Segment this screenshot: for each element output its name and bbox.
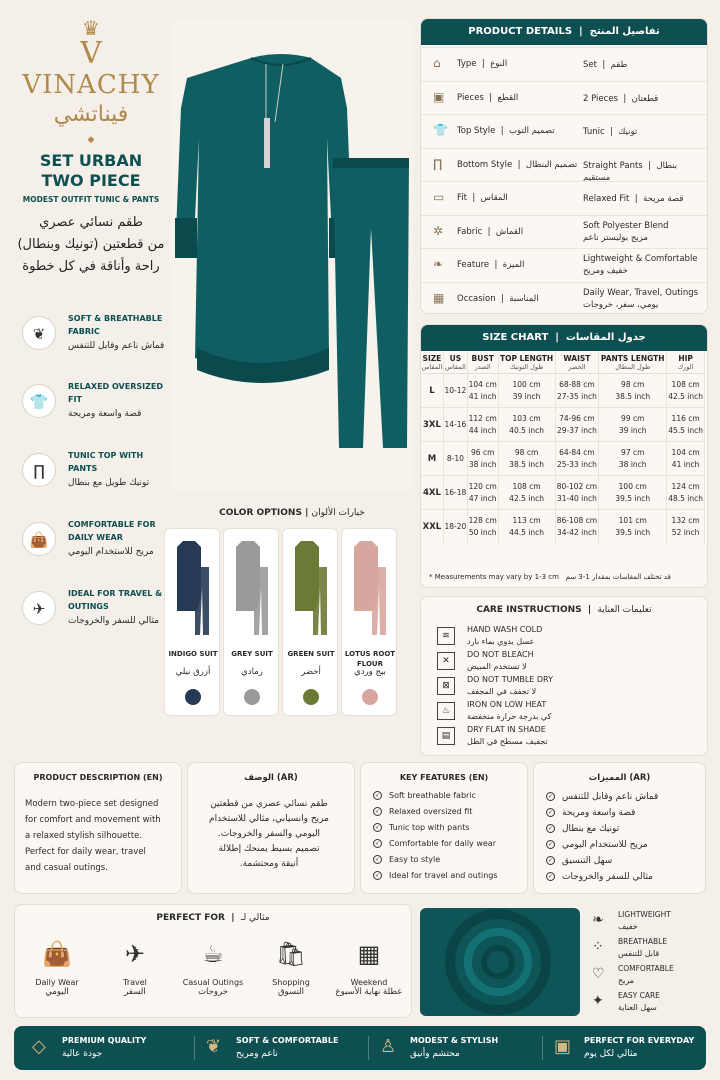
description-line: for comfort and movement with [25,815,161,825]
plane-icon: ✈ [124,940,146,968]
footer-divider [542,1036,543,1060]
color-swatch[interactable] [244,689,260,705]
leaf-icon: ❦ [206,1036,222,1057]
product-title-2: TWO PIECE [41,171,141,190]
size-col-header: SIZE المقاس [421,351,443,374]
footer-divider [368,1036,369,1060]
ruler-icon: ▭ [433,190,445,204]
pants-icon: ∏ [22,453,56,487]
key-features-ar-header: المميزات (AR) [588,773,651,783]
size-cell: 4XL [421,476,443,510]
feature-item [22,449,172,513]
color-swatch[interactable] [362,689,378,705]
footer-label-ar: جودة عالية [62,1049,103,1059]
footer-item [32,1032,182,1064]
key-feature-item: ✓ Soft breathable fabric [374,791,476,800]
check-icon: ✓ [374,856,381,863]
detail-value: Relaxed Fit | قصة مريحة [583,194,684,204]
description-ar-header: الوصف (AR) [244,773,298,783]
key-feature-item: ✓ Tunic top with pants [374,823,470,832]
brand-initial: V [80,36,102,71]
size-cell: 68-88 cm 27-35 inch [555,374,599,408]
care-label: IRON ON LOW HEAT [467,700,547,709]
product-title-ar-3: راحة وأناقة في كل خطوة [22,259,160,274]
key-features-en-header: KEY FEATURES (EN) [399,773,489,782]
size-row [421,476,705,510]
detail-label: Fabric | القماش [457,226,524,237]
color-name: LOTUS ROOT FLOUR [344,650,396,668]
perfect-for-item [334,940,404,997]
color-option[interactable] [164,528,220,716]
fabric-property-label: EASY CARE [618,991,660,1000]
description-en-card [14,762,182,894]
key-features-ar-card [533,762,706,894]
size-cell: 100 cm 39.5 inch [599,476,667,510]
size-cell: 86-108 cm 34-42 inch [555,510,599,544]
perfect-for-label-ar: عطلة نهاية الأسبوع [335,987,403,997]
product-details-header: PRODUCT DETAILS | تفاصيل المنتج [421,19,707,45]
crown-icon: ♛ [82,16,100,40]
footer-item [554,1032,704,1064]
dress-icon: ♙ [380,1036,397,1057]
size-cell: 104 cm 41 inch [667,442,705,476]
color-suit-figure [352,537,388,637]
size-cell: M [421,442,443,476]
perfect-for-label: Weekend [350,978,388,987]
feature-label-ar: قماش ناعم وقابل للتنفس [68,341,165,351]
detail-value: Straight Pants | بنطال مستقيم [583,160,678,183]
size-cell: 8-10 [443,442,467,476]
detail-label: Top Style | تصميم التوب [457,126,555,136]
calendar-icon: ▦ [433,290,445,305]
product-title-ar-2: من قطعتين (تونيك وبنطال) [17,237,165,252]
color-option[interactable] [341,528,397,716]
size-row [421,442,705,476]
perfect-for-label-ar: التسوق [277,987,305,997]
detail-label: Fit | المقاس [457,193,508,203]
fabric-property-label-ar: مريح [618,976,635,985]
color-name-ar: رمادي [241,667,263,677]
description-line-ar: أنيقة ومحتشمة. [239,859,299,869]
plane-icon: ✈ [22,591,56,625]
size-cell: 103 cm 40.5 inch [498,408,555,442]
shirt-icon: 👕 [433,123,448,137]
detail-label: Type | النوع [457,59,508,69]
dry-flat-icon: ▤ [437,727,455,745]
check-icon: ✓ [547,857,554,864]
care-label-ar: غسل يدوي بماء بارد [467,637,534,646]
description-line: a relaxed stylish silhouette. [25,831,143,841]
description-line-ar: طقم نسائي عصري من قطعتين [210,799,328,809]
care-item [437,675,687,701]
product-details-card [420,18,708,314]
color-option[interactable] [223,528,279,716]
key-feature-item-ar: ✓ مريح للاستخدام اليومي [547,840,648,850]
size-cell: 132 cm 52 inch [667,510,705,544]
description-en-header: PRODUCT DESCRIPTION (EN) [33,773,163,782]
care-header: CARE INSTRUCTIONS | تعليمات العناية [476,605,652,615]
feature-label-ar: مريح للاستخدام اليومي [68,547,154,557]
brand-name: VINACHY [22,70,160,100]
care-label: DRY FLAT IN SHADE [467,725,546,734]
footer-label-ar: مثالي لكل يوم [584,1049,638,1059]
check-icon: ✓ [547,841,554,848]
check-icon: ✓ [547,873,554,880]
color-option[interactable] [282,528,338,716]
size-cell: L [421,374,443,408]
detail-row [421,215,707,248]
color-suit-figure [293,537,329,637]
size-cell: 96 cm 38 inch [467,442,498,476]
leaf-icon: ❦ [22,316,56,350]
diamond-divider-icon: ◆ [87,135,95,145]
size-cell: XXL [421,510,443,544]
size-col-header: WAIST الخصر [555,351,599,374]
care-label-ar: لا تستخدم المبيض [467,662,527,671]
color-swatch[interactable] [303,689,319,705]
tag-icon: ⌂ [433,56,441,70]
size-cell: 116 cm 45.5 inch [667,408,705,442]
size-cell: 113 cm 44.5 inch [498,510,555,544]
wash-icon: ≋ [437,627,455,645]
size-col-header: HIP الورك [667,351,705,374]
perfect-for-item [256,940,326,997]
footer-item [206,1032,356,1064]
feature-label: RELAXED OVERSIZED FIT [68,382,164,404]
color-name-ar: أزرق نيلي [175,667,211,677]
detail-value: Daily Wear, Travel, Outings يومي، سفر، خروجات [583,287,699,310]
detail-row [421,248,707,281]
perfect-for-label: Casual Outings [182,978,244,987]
no-bleach-icon: ✕ [437,652,455,670]
color-suit-figure [234,537,270,637]
footer-bar [14,1026,706,1070]
product-illustration [171,18,413,492]
key-feature-item: ✓ Easy to style [374,855,441,864]
size-cell: 128 cm 50 inch [467,510,498,544]
feature-item [22,312,172,376]
check-icon: ✓ [374,792,381,799]
feature-label: SOFT & BREATHABLE FABRIC [68,314,163,336]
perfect-for-label-ar: خروجات [198,987,228,997]
size-chart-card [420,324,708,588]
detail-value: 2 Pieces | قطعتان [583,93,659,104]
size-cell: 124 cm 48.5 inch [667,476,705,510]
footer-label: MODEST & STYLISH [410,1036,499,1045]
footer-label-ar: محتشم وأنيق [410,1049,460,1059]
fabric-property [592,964,702,990]
care-label: DO NOT BLEACH [467,650,534,659]
care-item [437,700,687,726]
description-line: and casual outings. [25,863,108,873]
size-cell: 99 cm 39 inch [599,408,667,442]
size-cell: 108 cm 42.5 inch [667,374,705,408]
size-col-header: BUST الصدر [467,351,498,374]
gift-icon: ▣ [554,1036,572,1057]
care-label-ar: لا تجفف في المجفف [467,687,537,696]
size-cell: 104 cm 41 inch [467,374,498,408]
key-feature-item-ar: ✓ قماش ناعم وقابل للتنفس [547,792,659,802]
check-icon: ✓ [374,808,381,815]
perfect-for-label: Shopping [272,978,310,987]
feature-item [22,518,172,582]
feature-label-ar: تونيك طويل مع بنطال [68,478,150,488]
size-cell: 64-84 cm 25-33 inch [555,442,599,476]
size-cell: 14-16 [443,408,467,442]
detail-label: Pieces | القطع [457,92,519,103]
detail-value: Tunic | تونيك [583,127,638,137]
product-title-ar-1: طقم نسائي عصري [39,215,143,230]
calendar-icon: ▦ [357,940,381,968]
fabric-property-label-ar: سهل العناية [618,1003,657,1012]
size-table [421,351,705,544]
feature-item [22,587,172,651]
size-row [421,408,705,442]
feature-label-ar: قصة واسعة ومريحة [68,409,142,419]
detail-value: Lightweight & Comfortable خفيف ومريح [583,254,698,276]
fabric-property [592,910,702,936]
description-line-ar: اليومي والسفر والخروجات. [217,829,321,839]
product-title-1: SET URBAN [39,151,143,170]
care-item [437,725,687,751]
description-line-ar: تصميم بسيط يمنحك إطلالة [218,844,320,854]
perfect-for-label: Daily Wear [35,978,79,987]
brand-name-ar: فيناتشي [53,102,129,127]
size-col-header: PANTS LENGTH طول البنطال [599,351,667,374]
color-swatch[interactable] [185,689,201,705]
size-cell: 112 cm 44 inch [467,408,498,442]
size-cell: 120 cm 47 inch [467,476,498,510]
size-cell: 97 cm 38 inch [599,442,667,476]
diamond-icon: ◇ [32,1036,46,1057]
size-cell: 18-20 [443,510,467,544]
check-icon: ✓ [547,793,554,800]
perfect-for-item [22,940,92,997]
detail-value: Set | طقم [583,60,628,70]
fabric-swirl [420,908,580,1016]
detail-row [421,282,707,315]
size-cell: 108 cm 42.5 inch [498,476,555,510]
check-icon: ✓ [374,824,381,831]
detail-row [421,81,707,114]
bag-icon: 👜 [22,522,56,556]
feature-label-ar: مثالي للسفر والخروجات [68,616,160,626]
care-item [437,650,687,676]
color-name: INDIGO SUIT [168,650,218,658]
care-label-ar: تجفيف مسطح في الظل [467,737,548,746]
care-item [437,625,687,651]
size-row [421,510,705,544]
detail-row [421,148,707,181]
size-chart-header: SIZE CHART | جدول المقاسات [421,325,707,351]
iron-icon: ♨ [437,702,455,720]
color-name: GREY SUIT [231,650,273,658]
feature-item [22,380,172,444]
pants-icon: ∏ [433,156,443,171]
perfect-for-header: PERFECT FOR | مثالي لـ [156,913,270,923]
care-label: DO NOT TUMBLE DRY [467,675,553,684]
description-line-ar: مريح وانسيابي، مثالي للاستخدام [209,814,329,824]
fabric-property [592,937,702,963]
fabric-property-label-ar: خفيف [618,922,638,931]
footer-divider [194,1036,195,1060]
footer-label: SOFT & COMFORTABLE [236,1036,339,1045]
size-cell: 98 cm 38.5 inch [498,442,555,476]
key-feature-item-ar: ✓ تونيك مع بنطال [547,824,620,834]
description-ar-card [187,762,355,894]
feather-icon: ❧ [433,257,444,271]
color-name-ar: أخضر [301,667,321,677]
fabric-property-label: BREATHABLE [618,937,668,946]
shopping-icon: 🛍 [275,940,307,968]
size-cell: 10-12 [443,374,467,408]
fabric-icon: ✲ [433,223,444,238]
key-feature-item-ar: ✓ قصة واسعة ومريحة [547,808,636,818]
size-row [421,374,705,408]
size-cell: 16-18 [443,476,467,510]
product-image [171,18,413,492]
detail-label: Bottom Style | تصميم البنطال [457,159,578,170]
footer-item [380,1032,530,1064]
size-cell: 3XL [421,408,443,442]
perfect-for-label-ar: اليومي [45,987,69,997]
detail-label: Occasion | المناسبة [457,293,539,304]
dots-icon: ⁘ [592,939,604,955]
bag-icon: 👜 [42,940,72,968]
gift-icon: ▣ [433,89,445,104]
color-suit-figure [175,537,211,637]
detail-row [421,114,707,147]
check-icon: ✓ [374,840,381,847]
footer-label: PERFECT FOR EVERYDAY [584,1036,695,1045]
fabric-property-label: COMFORTABLE [618,964,674,973]
key-features-en-card [360,762,528,894]
color-options-header: COLOR OPTIONS | خيارات الألوان [219,508,365,518]
check-icon: ✓ [547,809,554,816]
cup-icon: ☕ [202,940,224,968]
key-feature-item-ar: ✓ سهل التنسيق [547,856,613,866]
size-cell: 98 cm 38.5 inch [599,374,667,408]
sparkle-icon: ✦ [592,993,604,1009]
heart-icon: ♡ [592,966,605,982]
description-line: Perfect for daily wear, travel [25,847,146,857]
detail-row [421,181,707,214]
product-subtitle: MODEST OUTFIT TUNIC & PANTS [22,195,160,204]
size-cell: 80-102 cm 31-40 inch [555,476,599,510]
feature-label: COMFORTABLE FOR DAILY WEAR [68,520,156,542]
size-cell: 74-96 cm 29-37 inch [555,408,599,442]
size-cell: 100 cm 39 inch [498,374,555,408]
detail-row [421,47,707,80]
check-icon: ✓ [374,872,381,879]
no-tumble-icon: ⊠ [437,677,455,695]
care-label: HAND WASH COLD [467,625,543,634]
check-icon: ✓ [547,825,554,832]
color-name-ar: بيج وردي [354,667,386,677]
description-line: Modern two-piece set designed [25,799,159,809]
fabric-property [592,991,702,1017]
feature-label: TUNIC TOP WITH PANTS [68,451,144,473]
feather-icon: ❧ [592,912,604,928]
perfect-for-label: Travel [123,978,147,987]
footer-label-ar: ناعم ومريح [236,1049,278,1059]
detail-value: Soft Polyester Blend مزيج بوليستر ناعم [583,220,669,243]
size-cell: 101 cm 39.5 inch [599,510,667,544]
size-col-header: TOP LENGTH طول التونيك [498,351,555,374]
perfect-for-label-ar: السفر [124,987,146,997]
care-card [420,596,708,756]
perfect-for-item [100,940,170,997]
size-note: * Measurements may vary by 1-3 cm قد تختلف المقاسات بمقدار 1-3 سم [429,573,671,581]
fabric-property-label-ar: قابل للتنفس [618,949,660,958]
key-feature-item: ✓ Relaxed oversized fit [374,807,473,816]
fabric-swatch-image [420,908,580,1016]
detail-label: Feature | الميزة [457,260,525,270]
care-label-ar: كي بدرجة حرارة منخفضة [467,712,552,721]
key-feature-item: ✓ Comfortable for daily wear [374,839,496,848]
perfect-for-item [178,940,248,997]
feature-label: IDEAL FOR TRAVEL & OUTINGS [68,589,163,611]
color-name: GREEN SUIT [287,650,335,658]
size-col-header: US المقاس [443,351,467,374]
footer-label: PREMIUM QUALITY [62,1036,147,1045]
shirt-icon: 👕 [22,384,56,418]
key-feature-item-ar: ✓ مثالي للسفر والخروجات [547,872,654,882]
fabric-property-label: LIGHTWEIGHT [618,910,671,919]
brand-block [16,18,166,278]
key-feature-item: ✓ Ideal for travel and outings [374,871,498,880]
